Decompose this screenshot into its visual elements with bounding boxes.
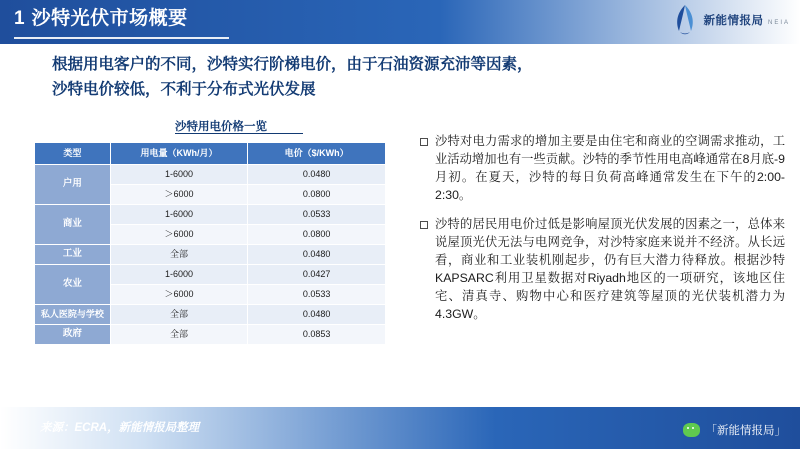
table-row (35, 165, 386, 185)
leaf-logo-icon (672, 4, 698, 36)
square-bullet-icon (420, 138, 428, 146)
row-price: 0.0480 (248, 165, 386, 185)
lead-line-1: 根据用电客户的不同，沙特实行阶梯电价，由于石油资源充沛等因素， (52, 56, 533, 73)
section-number: 1 (14, 8, 25, 29)
row-category: 政府 (35, 325, 111, 345)
wechat-account-name: 「新能情报局」 (705, 425, 786, 437)
row-category: 私人医院与学校 (35, 305, 111, 325)
electricity-price-table (34, 142, 386, 345)
column-header-price: 电价（$/KWh） (248, 143, 386, 165)
table-body (35, 165, 386, 345)
table-head (35, 143, 386, 165)
list-item (420, 216, 785, 324)
bullet-list (420, 133, 785, 335)
row-price: 0.0853 (248, 325, 386, 345)
row-price: 0.0533 (248, 205, 386, 225)
row-category: 商业 (35, 205, 111, 245)
row-usage: ＞6000 (110, 225, 248, 245)
row-price: 0.0800 (248, 225, 386, 245)
brand-subtitle: NEIA (767, 19, 790, 26)
bullet-text: 沙特的居民用电价过低是影响屋顶光伏发展的因素之一，总体来说屋顶光伏无法与电网竞争，对沙特家庭来说并不经济。从长远看，商业和工业装机刚起步，仍有巨大潜力待释放。根据沙特KAPSARC利用卫星数据对Riyadh地区的一项研究，该地区住宅、清真寺、购物中心和医疗建筑等屋顶的光伏装机潜力为4.3GW。 (435, 216, 785, 321)
header-title-wrap (14, 9, 188, 28)
row-price: 0.0427 (248, 265, 386, 285)
brand-text (704, 12, 790, 29)
row-usage: ＞6000 (110, 285, 248, 305)
table-caption: 沙特用电价格一览 (175, 121, 267, 133)
row-usage: 1-6000 (110, 205, 248, 225)
table-row (35, 265, 386, 285)
row-usage: 全部 (110, 245, 248, 265)
row-price: 0.0480 (248, 245, 386, 265)
table-row (35, 305, 386, 325)
column-header-type: 类型 (35, 143, 111, 165)
row-category: 户用 (35, 165, 111, 205)
lead-paragraph (52, 52, 752, 102)
row-category: 工业 (35, 245, 111, 265)
table-caption-underline (175, 133, 303, 134)
brand-logo (672, 4, 790, 36)
brand-name: 新能情报局 (703, 14, 764, 27)
row-usage: 1-6000 (110, 265, 248, 285)
table-row (35, 205, 386, 225)
row-price: 0.0533 (248, 285, 386, 305)
slide-header (0, 0, 800, 44)
column-header-usage: 用电量（KWh/月） (110, 143, 248, 165)
row-usage: 全部 (110, 305, 248, 325)
wechat-icon (683, 423, 700, 437)
row-usage: 1-6000 (110, 165, 248, 185)
row-price: 0.0800 (248, 185, 386, 205)
list-item (420, 133, 785, 205)
lead-line-2: 沙特电价较低，不利于分布式光伏发展 (52, 81, 316, 99)
table-row (35, 325, 386, 345)
footer-wechat (683, 422, 787, 438)
row-usage: 全部 (110, 325, 248, 345)
bullet-text: 沙特对电力需求的增加主要是由住宅和商业的空调需求推动，工业活动增加也有一些贡献。沙特的季节性用电高峰通常在8月底-9月初。在夏天，沙特的每日负荷高峰通常发生在下午的2:00-2:30。 (435, 134, 785, 202)
row-usage: ＞6000 (110, 185, 248, 205)
source-note: 来源：ECRA，新能情报局整理 (40, 422, 200, 434)
title-underline (14, 37, 229, 39)
row-price: 0.0480 (248, 305, 386, 325)
page-title: 沙特光伏市场概要 (31, 8, 188, 29)
row-category: 农业 (35, 265, 111, 305)
table-row (35, 245, 386, 265)
table-header-row (35, 143, 386, 165)
square-bullet-icon (420, 221, 428, 229)
